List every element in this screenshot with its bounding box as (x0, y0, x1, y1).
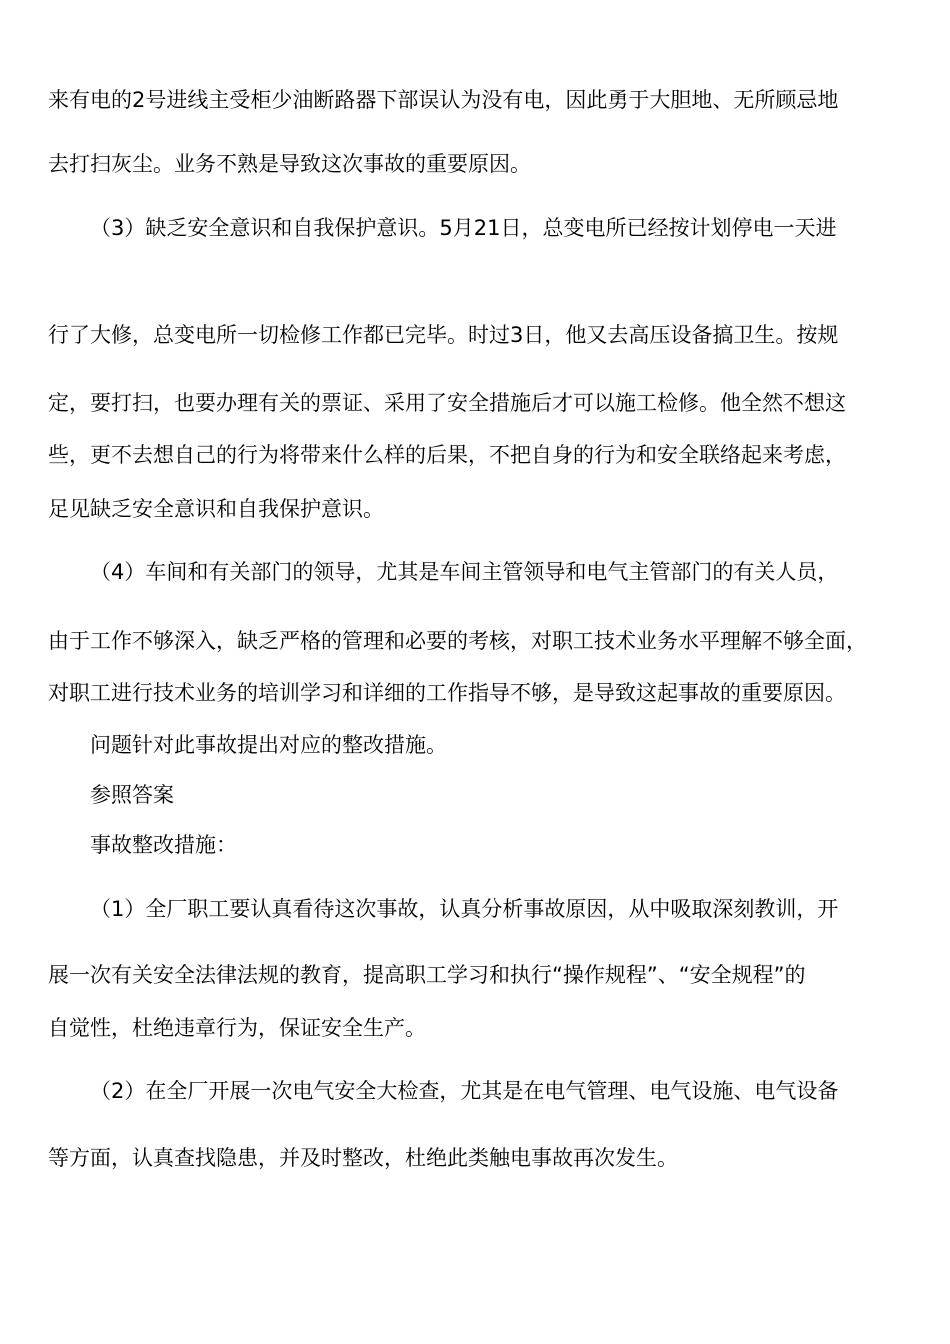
text-line: 等方面，认真查找隐患，并及时整改，杜绝此类触电事故再次发生。 (48, 1146, 678, 1170)
question-line: 问题针对此事故提出对应的整改措施。 (90, 733, 447, 757)
measure-1-line: （1）全厂职工要认真看待这次事故，认真分析事故原因，从中吸取深刻教训，开 (90, 897, 839, 921)
text-line: 展一次有关安全法律法规的教育，提高职工学习和执行“操作规程”、“安全规程”的 (48, 963, 806, 987)
paragraph-4-line: （4）车间和有关部门的领导，尤其是车间主管领导和电气主管部门的有关人员， (90, 560, 839, 584)
text-line: 对职工进行技术业务的培训学习和详细的工作指导不够，是导致这起事故的重要原因。 (48, 681, 846, 705)
text-line: 些，更不去想自己的行为将带来什么样的后果，不把自身的行为和安全联络起来考虑， (48, 443, 846, 467)
text-line: 足见缺乏安全意识和自我保护意识。 (48, 497, 384, 521)
text-line: 由于工作不够深入，缺乏严格的管理和必要的考核，对职工技术业务水平理解不够全面， (48, 629, 867, 653)
answer-heading: 参照答案 (90, 783, 174, 807)
text-line: 去打扫灰尘。业务不熟是导致这次事故的重要原因。 (48, 152, 531, 176)
text-line: 自觉性，杜绝违章行为，保证安全生产。 (48, 1016, 426, 1040)
text-line: 行了大修，总变电所一切检修工作都已完毕。时过3日，他又去高压设备搞卫生。按规 (48, 323, 839, 347)
measures-heading: 事故整改措施： (90, 833, 237, 857)
paragraph-3-line: （3）缺乏安全意识和自我保护意识。5月21日，总变电所已经按计划停电一天进 (90, 216, 837, 240)
text-line: 定，要打扫，也要办理有关的票证、采用了安全措施后才可以施工检修。他全然不想这 (48, 391, 846, 415)
text-line: 来有电的2号进线主受柜少油断路器下部误认为没有电，因此勇于大胆地、无所顾忌地 (48, 88, 839, 112)
measure-2-line: （2）在全厂开展一次电气安全大检查，尤其是在电气管理、电气设施、电气设备 (90, 1079, 839, 1103)
